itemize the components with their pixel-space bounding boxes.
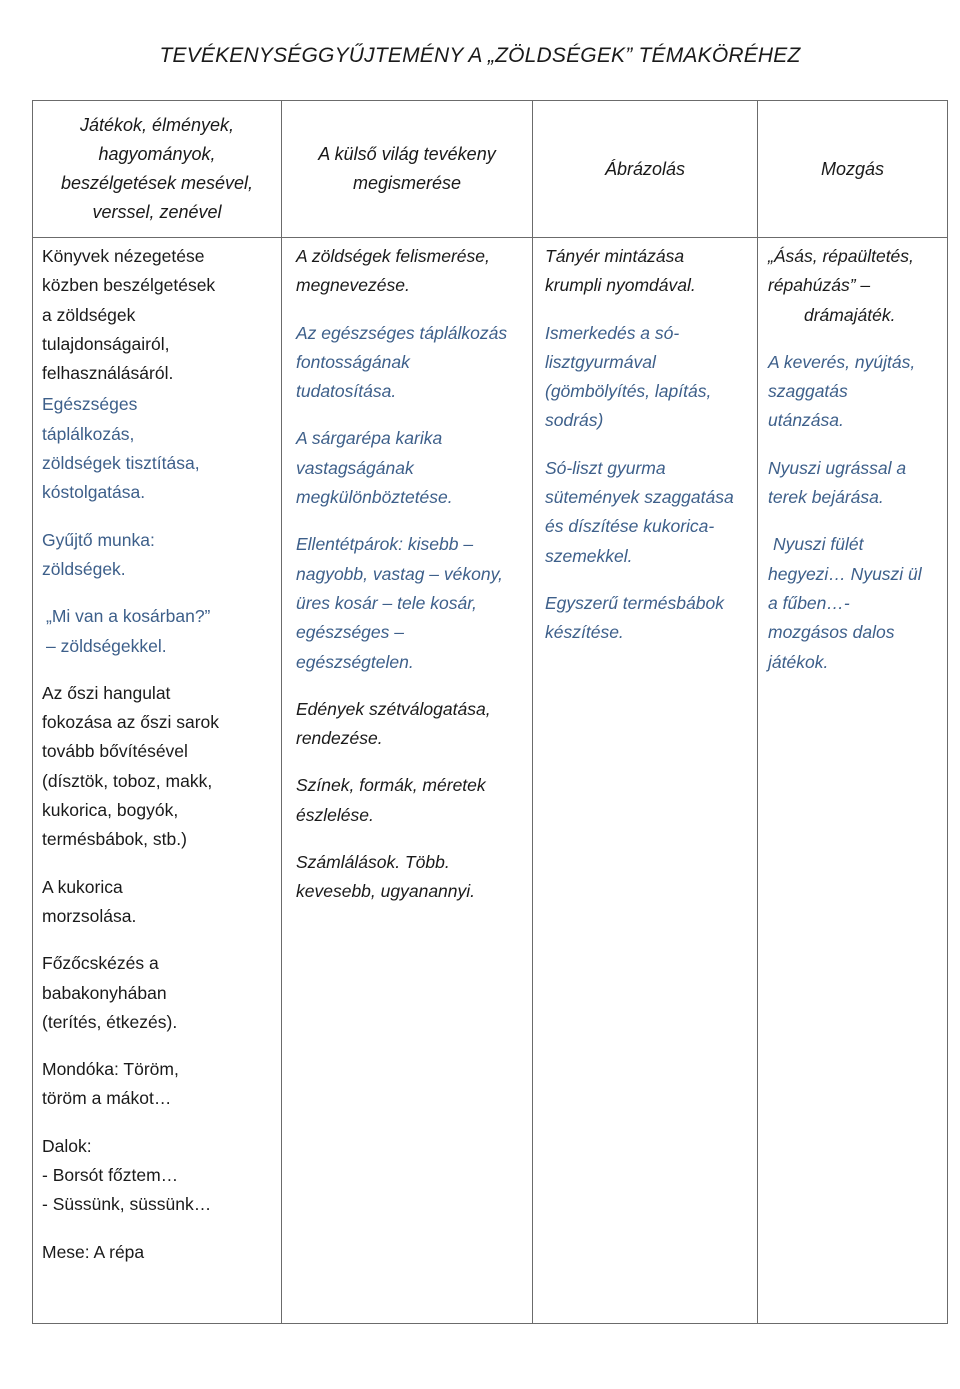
- line: termésbábok, stb.): [42, 829, 187, 850]
- line: zöldségek tisztítása,: [42, 453, 200, 474]
- line: (terítés, étkezés).: [42, 1011, 178, 1032]
- line: vastagságának: [296, 457, 414, 478]
- line: lisztgyurmával: [545, 351, 656, 372]
- header-line: A külső világ tevékeny: [318, 144, 496, 164]
- paragraph: [545, 242, 749, 301]
- line: terek bejárása.: [768, 487, 884, 508]
- line: táplálkozás,: [42, 423, 135, 444]
- paragraph: [296, 695, 524, 754]
- line: Edények szétválogatása,: [296, 698, 491, 719]
- line: mozgásos dalos: [768, 622, 895, 643]
- line: nagyobb, vastag – vékony,: [296, 563, 503, 584]
- line: fontosságának: [296, 351, 410, 372]
- cell-outside-world: [282, 238, 533, 1324]
- header-line: megismerése: [352, 173, 462, 193]
- line: kevesebb, ugyanannyi.: [296, 881, 476, 902]
- line: hegyezi… Nyuszi ül: [768, 563, 922, 584]
- line: töröm a mákot…: [42, 1088, 172, 1109]
- line: sütemények szaggatása: [545, 487, 734, 508]
- line: sodrás): [545, 410, 604, 431]
- line: Nyuszi ugrással a: [768, 457, 907, 478]
- line: szemekkel.: [545, 545, 633, 566]
- cell-movement: [758, 238, 948, 1324]
- line: Könyvek nézegetése: [42, 246, 205, 266]
- line: kóstolgatása.: [42, 482, 146, 503]
- line: megkülönböztetése.: [296, 487, 453, 508]
- line: krumpli nyomdával.: [545, 275, 696, 296]
- line: felhasználásáról.: [42, 363, 174, 384]
- header-line: verssel, zenével: [92, 202, 222, 222]
- line: – zöldségekkel.: [46, 635, 167, 656]
- line: „Mi van a kosárban?”: [46, 606, 211, 627]
- line: Egyszerű termésbábok: [545, 592, 724, 613]
- paragraph: [545, 319, 749, 436]
- header-line: Mozgás: [820, 158, 885, 179]
- header-line: beszélgetések mesével,: [60, 173, 254, 193]
- line: utánzása.: [768, 410, 844, 431]
- line: Színek, formák, méretek: [296, 775, 486, 796]
- line: tudatosítása.: [296, 381, 397, 402]
- paragraph: [545, 454, 749, 571]
- paragraph: [545, 589, 749, 648]
- header-games: [33, 101, 282, 238]
- line: Az őszi hangulat: [42, 682, 171, 703]
- line: babakonyhában: [42, 982, 167, 1003]
- content-row: [33, 238, 948, 1324]
- paragraph: [768, 530, 939, 676]
- header-drawing: [533, 101, 758, 238]
- line: Ismerkedés a só-: [545, 322, 680, 343]
- line: (dísztök, toboz, makk,: [42, 770, 213, 791]
- header-line: hagyományok,: [98, 144, 216, 164]
- line: észlelése.: [296, 804, 374, 825]
- line: répahúzás” –: [768, 275, 871, 296]
- line: Gyűjtő munka:: [42, 529, 155, 550]
- line: zöldségek.: [42, 558, 126, 579]
- line: fokozása az őszi sarok: [42, 712, 220, 733]
- line: - Borsót főztem…: [42, 1165, 179, 1186]
- page-title: TEVÉKENYSÉGGYŰJTEMÉNY A „ZÖLDSÉGEK” TÉMAKÖRÉHEZ: [159, 44, 801, 67]
- paragraph: [42, 526, 273, 585]
- line: Ellentétpárok: kisebb –: [296, 534, 474, 555]
- line: a fűben…-: [768, 592, 850, 613]
- line: egészséges –: [296, 622, 404, 643]
- header-line: Játékok, élmények,: [79, 115, 235, 135]
- line: játékok.: [768, 651, 829, 672]
- line: megnevezése.: [296, 275, 410, 296]
- line: közben beszélgetések: [42, 275, 216, 296]
- line: A keverés, nyújtás,: [768, 351, 916, 372]
- line: (gömbölyítés, lapítás,: [545, 381, 712, 402]
- line: készítése.: [545, 622, 624, 643]
- paragraph: [42, 1055, 273, 1114]
- line: tovább bővítésével: [42, 741, 188, 762]
- paragraph: [296, 242, 524, 301]
- paragraph: [42, 949, 273, 1037]
- paragraph: [296, 424, 524, 512]
- line: kukorica, bogyók,: [42, 800, 179, 821]
- line: és díszítése kukorica-: [545, 516, 715, 537]
- activity-table: [32, 100, 948, 1324]
- line: Mondóka: Töröm,: [42, 1059, 179, 1080]
- header-row: [33, 101, 948, 238]
- line: A kukorica: [42, 876, 123, 897]
- line: szaggatás: [768, 381, 848, 402]
- paragraph: [768, 348, 939, 436]
- line: Az egészséges táplálkozás: [296, 322, 508, 343]
- line: Tányér mintázása: [545, 246, 685, 266]
- line: a zöldségek: [42, 304, 136, 325]
- line: Egészséges: [42, 394, 138, 415]
- line: - Süssünk, süssünk…: [42, 1194, 212, 1215]
- line: rendezése.: [296, 728, 383, 749]
- paragraph: [42, 242, 273, 388]
- line: Só-liszt gyurma: [545, 457, 666, 478]
- line: Főzőcskézés a: [42, 953, 159, 974]
- line: drámajáték.: [804, 304, 896, 325]
- line: A sárgarépa karika: [296, 428, 443, 449]
- paragraph: [42, 873, 273, 932]
- line: Nyuszi fülét: [773, 534, 864, 555]
- paragraph: [296, 848, 524, 907]
- paragraph: [42, 679, 273, 855]
- header-movement: [758, 101, 948, 238]
- line: A zöldségek felismerése,: [296, 246, 490, 266]
- line: egészségtelen.: [296, 651, 414, 672]
- paragraph: [296, 319, 524, 407]
- paragraph: [42, 390, 273, 507]
- line: Dalok:: [42, 1135, 92, 1156]
- paragraph: [296, 530, 524, 676]
- line: morzsolása.: [42, 905, 137, 926]
- line: „Ásás, répaültetés,: [768, 246, 914, 266]
- paragraph: [42, 1132, 273, 1220]
- header-line: Ábrázolás: [604, 158, 686, 179]
- cell-games: [33, 238, 282, 1324]
- line: Mese: A répa: [42, 1241, 145, 1262]
- header-outside-world: [282, 101, 533, 238]
- paragraph: [768, 242, 939, 330]
- line: Számlálások. Több.: [296, 852, 450, 873]
- paragraph: [42, 602, 273, 661]
- paragraph: [42, 1238, 273, 1267]
- paragraph: [296, 771, 524, 830]
- line: tulajdonságairól,: [42, 333, 170, 354]
- line: üres kosár – tele kosár,: [296, 592, 477, 613]
- paragraph: [768, 454, 939, 513]
- cell-drawing: [533, 238, 758, 1324]
